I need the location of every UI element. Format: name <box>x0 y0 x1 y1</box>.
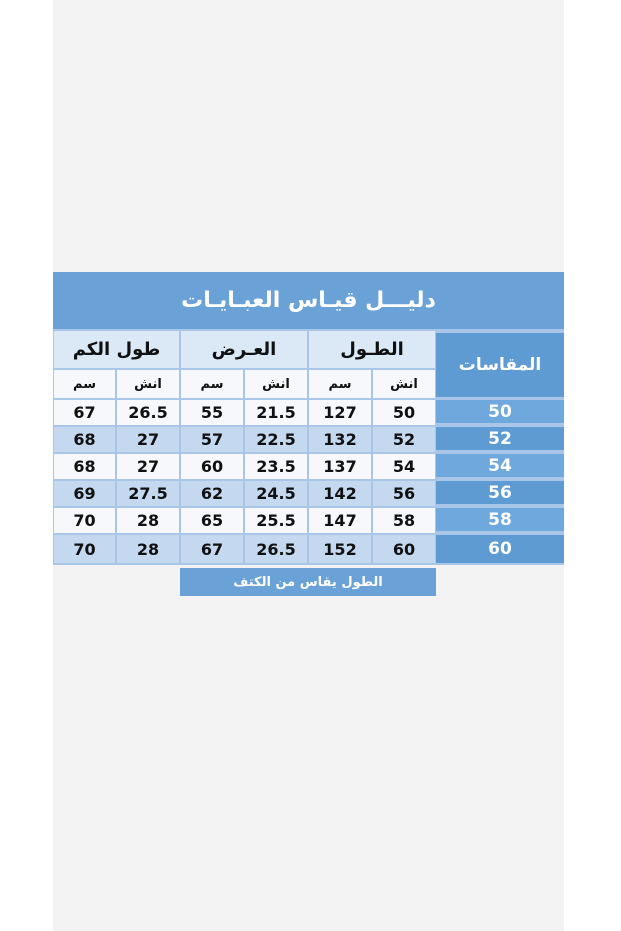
group-width: العـرض <box>181 331 307 368</box>
table-cell: 132 <box>309 427 371 452</box>
table-cell: 27 <box>117 454 179 479</box>
table-cell: 142 <box>309 481 371 506</box>
table-cell: 69 <box>54 481 115 506</box>
unit-inch: انش <box>117 370 179 398</box>
table-cell: 55 <box>181 400 243 425</box>
table-cell: 26.5 <box>245 535 307 563</box>
table-cell: 60 <box>373 535 435 563</box>
table-cell: 152 <box>309 535 371 563</box>
table-cell: 65 <box>181 508 243 533</box>
size-label: 54 <box>436 454 564 477</box>
unit-cm: سم <box>54 370 115 398</box>
group-sleeve-length: طول الكم <box>54 331 179 368</box>
chart-title: دليـــل قيـاس العبـايـات <box>53 272 564 329</box>
size-label: 58 <box>436 508 564 531</box>
table-cell: 22.5 <box>245 427 307 452</box>
unit-inch: انش <box>373 370 435 398</box>
table-cell: 52 <box>373 427 435 452</box>
table-cell: 28 <box>117 508 179 533</box>
table-cell: 137 <box>309 454 371 479</box>
table-cell: 28 <box>117 535 179 563</box>
table-cell: 56 <box>373 481 435 506</box>
table-cell: 27 <box>117 427 179 452</box>
table-cell: 68 <box>54 427 115 452</box>
table-cell: 54 <box>373 454 435 479</box>
table-cell: 21.5 <box>245 400 307 425</box>
table-cell: 58 <box>373 508 435 533</box>
table-cell: 127 <box>309 400 371 425</box>
size-label: 56 <box>436 481 564 504</box>
size-label: 52 <box>436 427 564 450</box>
table-cell: 60 <box>181 454 243 479</box>
unit-inch: انش <box>245 370 307 398</box>
sizes-header: المقاسات <box>436 333 564 397</box>
table-cell: 147 <box>309 508 371 533</box>
table-cell: 26.5 <box>117 400 179 425</box>
table-cell: 67 <box>181 535 243 563</box>
table-cell: 70 <box>54 508 115 533</box>
table-cell: 68 <box>54 454 115 479</box>
table-cell: 70 <box>54 535 115 563</box>
table-cell: 24.5 <box>245 481 307 506</box>
table-cell: 67 <box>54 400 115 425</box>
group-length: الطـول <box>309 331 435 368</box>
table-cell: 50 <box>373 400 435 425</box>
size-label: 60 <box>436 535 564 563</box>
table-cell: 27.5 <box>117 481 179 506</box>
table-cell: 62 <box>181 481 243 506</box>
table-cell: 57 <box>181 427 243 452</box>
size-label: 50 <box>436 400 564 423</box>
unit-cm: سم <box>309 370 371 398</box>
table-cell: 23.5 <box>245 454 307 479</box>
unit-cm: سم <box>181 370 243 398</box>
measurement-note: الطول يقاس من الكتف <box>180 568 436 596</box>
table-cell: 25.5 <box>245 508 307 533</box>
